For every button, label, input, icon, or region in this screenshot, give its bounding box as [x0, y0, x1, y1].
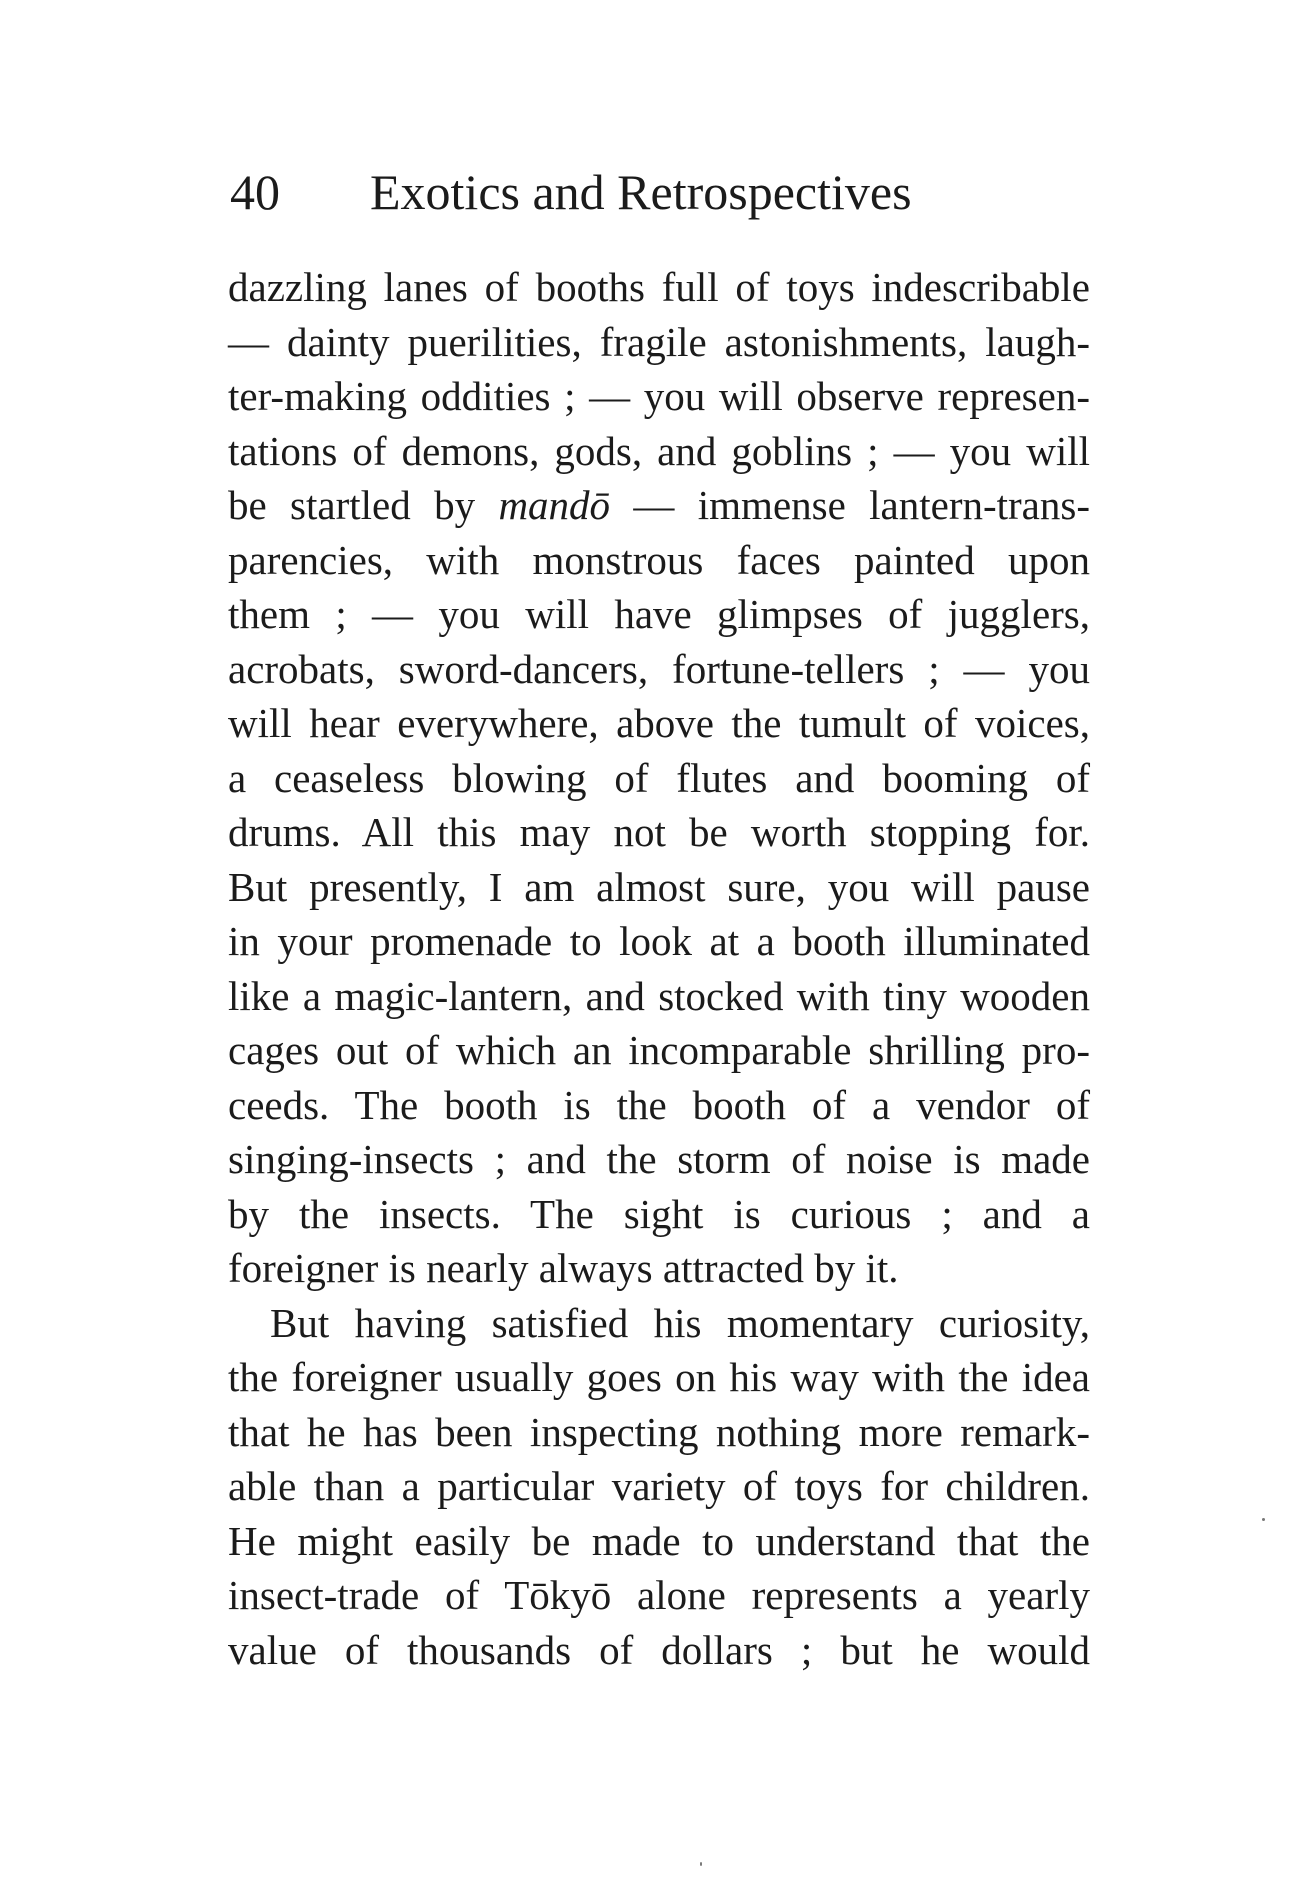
text-line: But presently, I am almost sure, you will pause — [228, 863, 1090, 910]
text-line-with-italic — [228, 478, 1090, 533]
text-line: able than a particular variety of toys for children. — [228, 1463, 1090, 1509]
text-line: tations of demons, gods, and goblins ; — you will — [228, 427, 1090, 474]
text-line: them ; — you will have glimpses of jugglers, — [228, 591, 1090, 637]
text-line: in your promenade to look at a booth illuminated — [228, 918, 1090, 964]
text-line: dazzling lanes of booths full of toys indescribable — [228, 264, 1090, 310]
text-line: like a magic-lantern, and stocked with tiny wooden — [228, 972, 1090, 1019]
text-segment: be startled by — [228, 482, 499, 528]
text-line: that he has been inspecting nothing more remark- — [228, 1408, 1090, 1455]
paragraph — [228, 260, 1090, 1296]
scan-speck — [700, 1862, 702, 1866]
body-text — [228, 260, 1090, 1677]
text-line: the foreigner usually goes on his way with the idea — [228, 1354, 1090, 1400]
text-line: insect-trade of Tōkyō alone represents a yearly — [228, 1572, 1090, 1618]
text-line: drums. All this may not be worth stopping for. — [228, 809, 1090, 855]
scan-speck — [1262, 1518, 1265, 1521]
text-line: ceeds. The booth is the booth of a vendor of — [228, 1081, 1090, 1128]
text-line: cages out of which an incomparable shrilling pro- — [228, 1027, 1090, 1073]
text-line: singing-insects ; and the storm of noise is made — [228, 1136, 1090, 1182]
text-line: acrobats, sword-dancers, fortune-tellers ; — you — [228, 645, 1090, 692]
text-segment: — immense lantern-trans- — [610, 482, 1090, 528]
text-line: value of thousands of dollars ; but he would — [228, 1626, 1090, 1673]
page-number: 40 — [230, 164, 280, 220]
text-line: will hear everywhere, above the tumult of voices, — [228, 700, 1090, 746]
text-line: He might easily be made to understand that the — [228, 1517, 1090, 1564]
text-line: — dainty puerilities, fragile astonishments, laugh- — [228, 318, 1090, 365]
text-line: a ceaseless blowing of flutes and booming of — [228, 754, 1090, 801]
book-title: Exotics and Retrospectives — [370, 164, 912, 220]
text-line: parencies, with monstrous faces painted upon — [228, 536, 1090, 583]
paragraph — [228, 1296, 1090, 1678]
text-line: ter-making oddities ; — you will observe represen- — [228, 373, 1090, 419]
italic-term: mandō — [498, 482, 611, 528]
text-line: But having satisfied his momentary curiosity, — [270, 1299, 1090, 1346]
running-head — [230, 162, 1090, 222]
text-line: foreigner is nearly always attracted by it. — [228, 1245, 899, 1291]
text-line: by the insects. The sight is curious ; and a — [228, 1190, 1090, 1237]
